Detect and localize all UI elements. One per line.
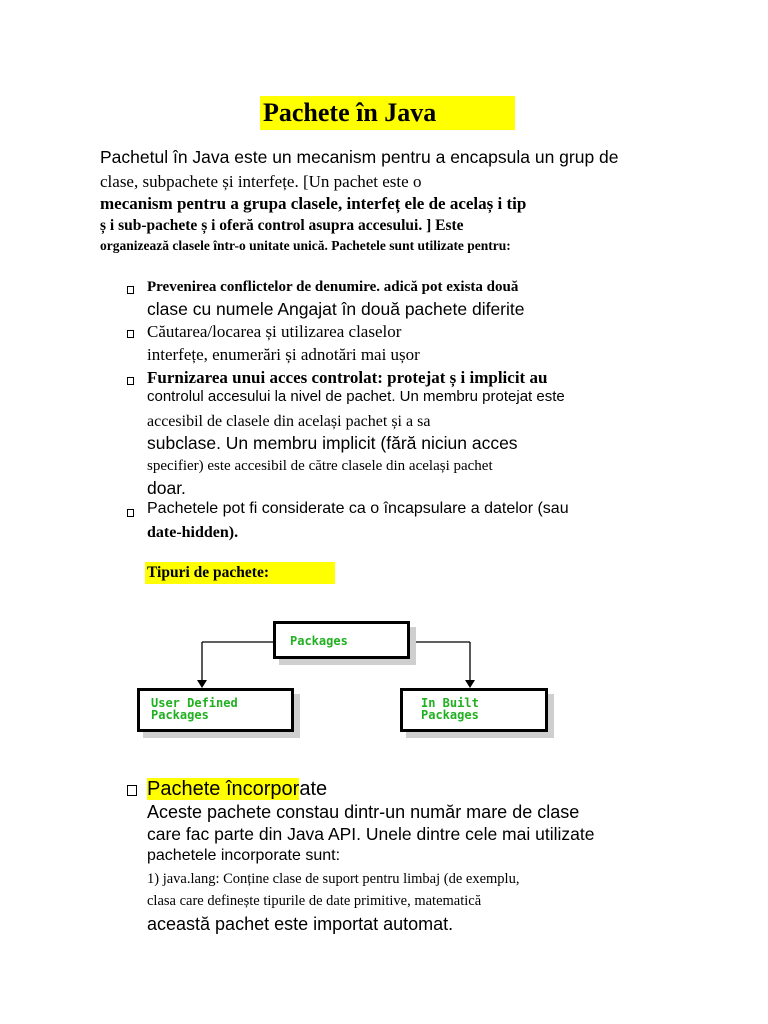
intro-line-2: clase, subpachete și interfețe. [Un pachet este o (100, 172, 422, 191)
builtin-line-5: clasa care definește tipurile de date primitive, matematică (147, 893, 482, 909)
builtin-heading-highlighted: Pachete încorpor (147, 778, 300, 800)
bullet-3-line-6: doar. (147, 478, 186, 498)
intro-line-5: organizează clasele într-o unitate unică. Pachetele sunt utilizate pentru: (100, 238, 511, 253)
bullet-box-icon (127, 330, 134, 338)
builtin-line-6: această pachet este importat automat. (147, 914, 454, 934)
bullet-box-icon (127, 785, 137, 796)
user-defined-packages-label: User Defined Packages (151, 696, 238, 722)
bullet-3-line-5: specifier) este accesibil de către clasele din același pachet (147, 458, 493, 474)
bullet-2-line-2: interfețe, enumerări și adnotări mai ușor (147, 345, 420, 364)
builtin-line-1: Aceste pachete constau dintr-un număr mare de clase (147, 802, 580, 822)
user-defined-packages-box (137, 688, 294, 732)
bullet-3-line-3: accesibil de clasele din același pachet și a sa (147, 413, 431, 430)
bullet-3-line-2: controlul accesului la nivel de pachet. Un membru protejat este (147, 388, 565, 405)
bullet-4-line-2: date-hidden). (147, 524, 239, 541)
bullet-2-line-1: Căutarea/locarea și utilizarea claselor (147, 322, 402, 341)
types-heading: Tipuri de pachete: (147, 564, 269, 581)
in-built-packages-box (400, 688, 548, 732)
intro-line-4: ș i sub-pachete ș i oferă control asupra accesului. ] Este (100, 217, 464, 234)
packages-root-label: Packages (290, 634, 348, 648)
bullet-4-line-1: Pachetele pot fi considerate ca o încapsulare a datelor (sau (147, 500, 569, 517)
bullet-3-line-1: Furnizarea unui acces controlat: protejat ș i implicit au (147, 368, 548, 387)
bullet-1-line-1: Prevenirea conflictelor de denumire. adică pot exista două (147, 279, 519, 295)
builtin-line-3: pachetele incorporate sunt: (147, 847, 341, 864)
packages-diagram (130, 600, 598, 752)
builtin-heading (147, 776, 327, 802)
bullet-box-icon (127, 509, 134, 517)
bullet-1-line-2: clase cu numele Angajat în două pachete diferite (147, 299, 525, 319)
in-built-packages-label: In Built Packages (421, 696, 479, 722)
bullet-3-line-4: subclase. Un membru implicit (fără niciun acces (147, 433, 518, 453)
bullet-box-icon (127, 377, 134, 385)
page-title: Pachete în Java (263, 98, 437, 127)
bullet-box-icon (127, 286, 134, 294)
intro-line-3: mecanism pentru a grupa clasele, interfeț ele de acelaș i tip (100, 194, 527, 213)
builtin-heading-rest: ate (299, 778, 328, 800)
packages-root-box (273, 621, 410, 659)
intro-line-1: Pachetul în Java este un mecanism pentru a encapsula un grup de (100, 147, 619, 167)
builtin-line-4: 1) java.lang: Conține clase de suport pentru limbaj (de exemplu, (147, 871, 520, 887)
builtin-line-2: care fac parte din Java API. Unele dintre cele mai utilizate (147, 824, 595, 844)
